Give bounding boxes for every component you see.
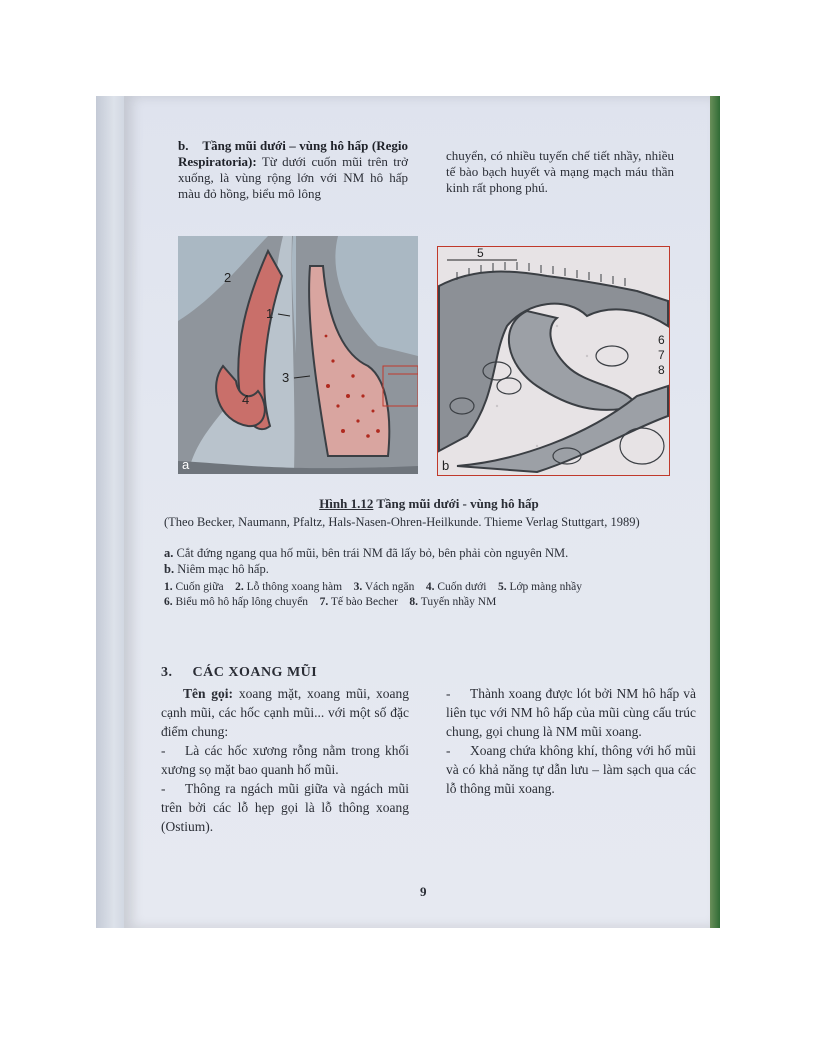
label-5: 5	[477, 246, 484, 260]
label-8: 8	[658, 363, 665, 377]
label-4: 4	[242, 392, 250, 407]
legend-text: Cuốn giữa	[175, 581, 224, 593]
section-heading	[161, 665, 317, 681]
panel-b-letter: b	[442, 458, 450, 473]
figure-panel-a	[178, 236, 418, 474]
right-item-2-text: Xoang chứa không khí, thông với hố mũi và có khả năng tự dẫn lưu – làm sạch qua các lỗ thông mũi xoang.	[446, 743, 696, 796]
caption-source: (Theo Becker, Naumann, Pfaltz, Hals-Nasen-Ohren-Heilkunde. Thieme Verlag Stuttgart, 1989)	[164, 515, 640, 529]
left-item-2	[161, 779, 409, 836]
caption-b	[164, 562, 692, 577]
legend-num: 7.	[319, 596, 329, 608]
section-number: 3.	[161, 665, 173, 680]
left-item-1-text: Là các hốc xương rỗng nằm trong khối xương sọ mặt bao quanh hố mũi.	[161, 743, 409, 777]
label-6: 6	[658, 333, 665, 347]
caption-a-label: a.	[164, 546, 174, 560]
figure-number: Hình 1.12	[319, 496, 374, 511]
left-item-1	[161, 741, 409, 779]
legend-text: Tuyến nhầy NM	[420, 596, 497, 608]
book-page	[124, 96, 710, 928]
caption-a-text: Cắt đứng ngang qua hố mũi, bên trái NM đã lấy bỏ, bên phải còn nguyên NM.	[176, 546, 569, 560]
caption-a	[164, 546, 692, 561]
bullet-dash: -	[161, 743, 166, 758]
bullet-dash: -	[446, 743, 451, 758]
label-3: 3	[282, 370, 290, 385]
legend-text: Biểu mô hô hấp lông chuyển	[175, 596, 309, 608]
legend-num: 3.	[353, 581, 363, 593]
left-column	[161, 684, 409, 836]
legend-row-1	[164, 580, 582, 594]
figure-panel-b	[437, 246, 670, 476]
latin-term: (Regio Respiratoria):	[178, 138, 408, 169]
section-title: CÁC XOANG MŨI	[192, 665, 318, 680]
legend-text: Lỗ thông xoang hàm	[246, 581, 343, 593]
legend-text: Cuốn dưới	[437, 581, 487, 593]
legend-text: Vách ngăn	[364, 581, 415, 593]
lead-title: Tầng mũi dưới – vùng hô hấp	[202, 138, 369, 153]
intro-label: Tên gọi:	[183, 686, 234, 701]
caption-b-label: b.	[164, 562, 175, 576]
top-right-body: chuyển, có nhiều tuyến chế tiết nhầy, nhiều tế bào bạch huyết và mạng mạch máu thần kinh rất phong phú.	[446, 148, 674, 195]
right-item-2	[446, 741, 696, 798]
caption-b-text: Niêm mạc hô hấp.	[177, 562, 269, 576]
lead-body: Từ dưới cuốn mũi trên trở xuống, là vùng rộng lớn với NM hô hấp màu đỏ hồng, biểu mô lông	[178, 154, 409, 201]
top-left-paragraph	[178, 138, 408, 202]
top-right-paragraph	[446, 148, 674, 196]
book-cover-edge	[710, 96, 720, 928]
book-spine	[96, 96, 126, 928]
lead-label: b.	[178, 138, 189, 153]
right-item-1-text: Thành xoang được lót bởi NM hô hấp và liên tục với NM hô hấp của mũi cùng cấu trúc chung, gọi chung là NM mũi xoang.	[446, 686, 696, 739]
legend-text: Tế bào Becher	[330, 596, 398, 608]
left-item-2-text: Thông ra ngách mũi giữa và ngách mũi trên bởi các lỗ hẹp gọi là lỗ thông xoang (Ostium).	[161, 781, 409, 834]
legend-text: Lớp màng nhầy	[509, 581, 582, 593]
caption-title	[164, 496, 694, 512]
label-7: 7	[658, 348, 665, 362]
label-1: 1	[266, 306, 274, 321]
right-column	[446, 684, 696, 798]
label-2: 2	[224, 270, 232, 285]
legend-num: 2.	[235, 581, 244, 593]
legend-num: 8.	[409, 596, 419, 608]
bullet-dash: -	[161, 781, 166, 796]
legend-num: 5.	[497, 581, 507, 593]
panel-a-letter: a	[182, 457, 190, 472]
page-number: 9	[420, 884, 427, 899]
figure-title: Tầng mũi dưới - vùng hô hấp	[376, 496, 539, 511]
legend-row-2	[164, 595, 496, 609]
photo-frame	[96, 96, 720, 928]
legend-num: 6.	[164, 596, 173, 608]
legend-num: 1.	[164, 581, 173, 593]
legend-num: 4.	[425, 581, 435, 593]
intro-text: xoang mặt, xoang mũi, xoang cạnh mũi, các hốc cạnh mũi... với một số đặc điểm chung:	[161, 686, 409, 739]
figure-caption	[164, 496, 694, 616]
bullet-dash: -	[446, 686, 451, 701]
intro-paragraph	[161, 684, 409, 741]
right-item-1	[446, 684, 696, 741]
